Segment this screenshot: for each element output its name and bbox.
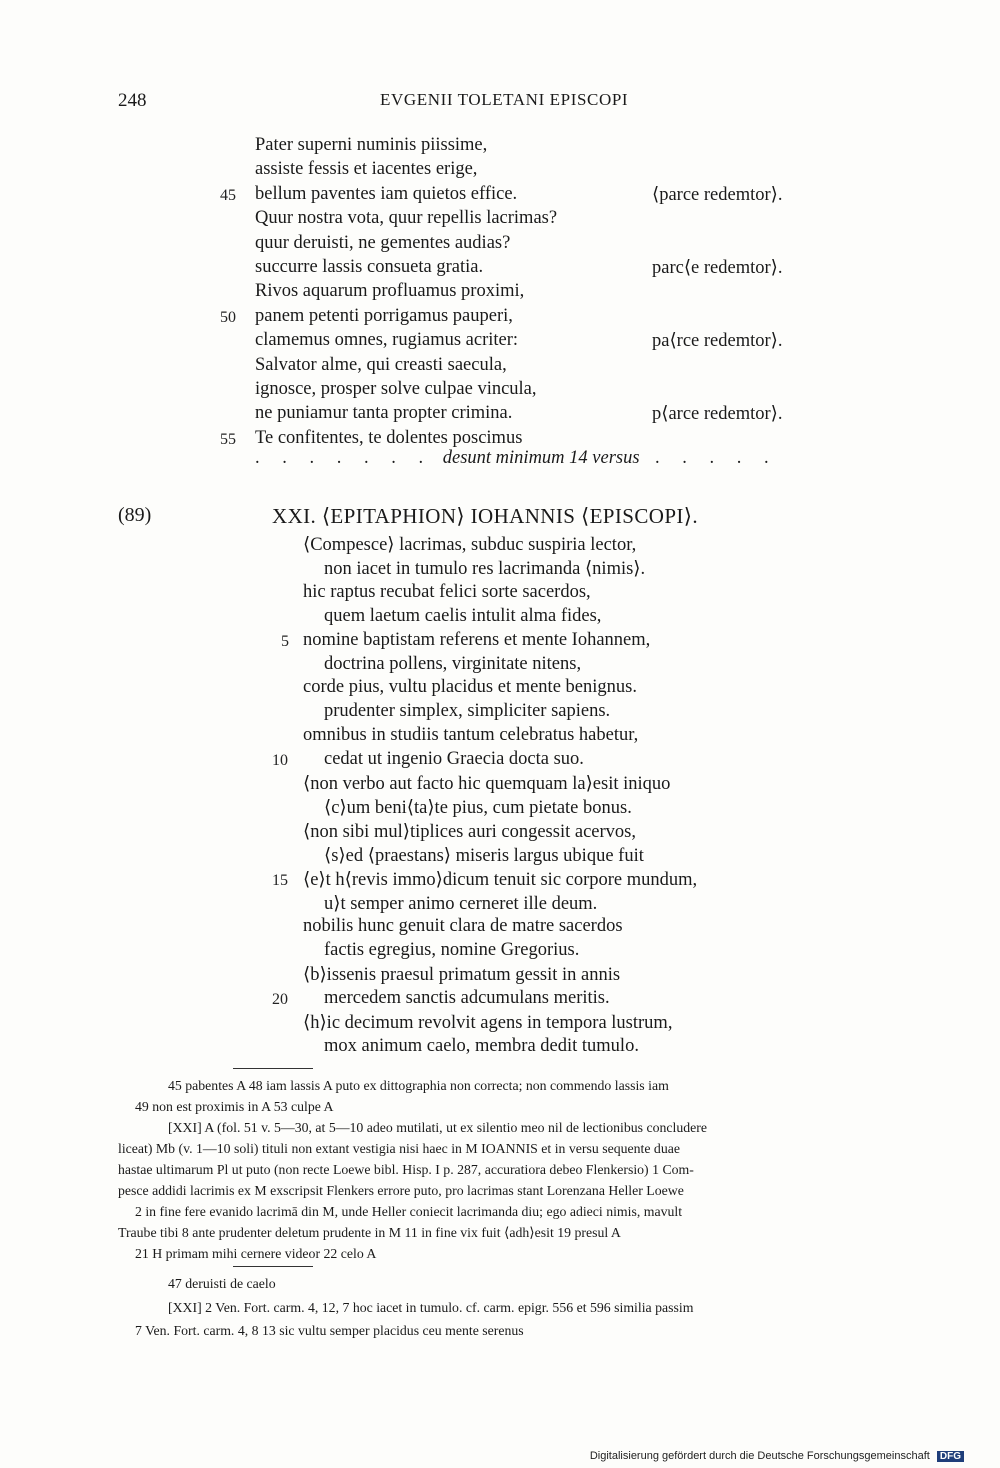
verse-line: mox animum caelo, membra dedit tumulo. [324, 1035, 639, 1056]
refrain: parc⟨e redemtor⟩. [652, 258, 783, 278]
verse-line: assiste fessis et iacentes erige, [255, 159, 478, 180]
refrain: pa⟨rce redemtor⟩. [652, 331, 783, 352]
apparatus-line: 2 in fine fere evanido lacrimā din M, unde Heller coniecit lacrimanda diu; ego adieci nimis, mavult [135, 1204, 683, 1219]
line-number: 55 [220, 430, 236, 448]
sources-rule [233, 1266, 313, 1267]
line-number: 5 [281, 632, 289, 650]
verse-line: doctrina pollens, virginitate nitens, [324, 653, 582, 674]
verse-line: non iacet in tumulo res lacrimanda ⟨nimis⟩. [324, 558, 646, 579]
verse-line: Pater superni numinis piissime, [255, 135, 488, 155]
verse-line: nobilis hunc genuit clara de matre sacerdos [303, 916, 623, 937]
credit-text: Digitalisierung gefördert durch die Deutsche Forschungsgemeinschaft [589, 1450, 930, 1462]
verse-line: Quur nostra vota, quur repellis lacrimas? [255, 208, 558, 229]
dfg-logo: DFG [937, 1451, 964, 1462]
apparatus-line: 49 non est proximis in A 53 culpe A [135, 1099, 334, 1114]
apparatus-line: [XXI] A (fol. 51 v. 5—30, at 5—10 adeo mutilati, ut ex silentio meo nil de lectionibus concludere [168, 1120, 707, 1135]
apparatus-rule [233, 1068, 313, 1069]
verse-line: panem petenti porrigamus pauperi, [255, 305, 513, 326]
verse-line: ⟨s⟩ed ⟨praestans⟩ miseris largus ubique fuit [324, 845, 644, 866]
verse-line: ⟨h⟩ic decimum revolvit agens in tempora lustrum, [303, 1013, 673, 1033]
line-number: 10 [272, 752, 288, 770]
lacuna-dots-right: . . . . . [655, 448, 778, 468]
lacuna-text: desunt minimum 14 versus [442, 448, 640, 468]
sources-line: [XXI] 2 Ven. Fort. carm. 4, 12, 7 hoc iacet in tumulo. cf. carm. epigr. 556 et 596 similia passim [168, 1300, 694, 1315]
line-number: 50 [220, 308, 236, 326]
verse-line: ⟨non verbo aut facto hic quemquam la⟩esit iniquo [303, 774, 671, 794]
refrain: ⟨parce redemtor⟩. [652, 184, 783, 205]
verse-line: cedat ut ingenio Graecia docta suo. [324, 749, 584, 770]
verse-line: hic raptus recubat felici sorte sacerdos, [303, 581, 591, 602]
section-number: (89) [118, 504, 152, 526]
verse-line: quur deruisti, ne gementes audias? [255, 232, 511, 253]
page-number: 248 [118, 90, 147, 111]
digitization-credit [590, 1450, 964, 1462]
sources-line: 7 Ven. Fort. carm. 4, 8 13 sic vultu semper placidus ceu mente serenus [135, 1323, 524, 1338]
verse-line: omnibus in studiis tantum celebratus habetur, [303, 725, 639, 746]
verse-line: Te confitentes, te dolentes poscimus [255, 427, 523, 448]
verse-line: mercedem sanctis adcumulans meritis. [324, 988, 610, 1009]
verse-line: u⟩t semper animo cerneret ille deum. [324, 893, 598, 914]
verse-line: ⟨b⟩issenis praesul primatum gessit in annis [303, 965, 621, 986]
verse-line: ⟨e⟩t h⟨revis immo⟩dicum tenuit sic corpore mundum, [303, 869, 698, 890]
verse-line: prudenter simplex, simpliciter sapiens. [324, 701, 611, 722]
verse-line: corde pius, vultu placidus et mente benignus. [303, 677, 637, 698]
verse-line: ne puniamur tanta propter crimina. [255, 403, 513, 424]
sources-line: 47 deruisti de caelo [168, 1276, 276, 1291]
verse-line: ignosce, prosper solve culpae vincula, [255, 379, 537, 399]
verse-line: factis egregius, nomine Gregorius. [324, 940, 580, 961]
lacuna-dots-left: . . . . . . . [255, 448, 433, 468]
verse-line: Salvator alme, qui creasti saecula, [255, 354, 507, 375]
apparatus-line: 45 pabentes A 48 iam lassis A puto ex dittographia non correcta; non commendo lassis iam [168, 1078, 669, 1093]
verse-line: clamemus omnes, rugiamus acriter: [255, 330, 519, 351]
apparatus-line: Traube tibi 8 ante prudenter deletum prudente in M 11 in fine vix fuit ⟨adh⟩esit 19 presul A [118, 1225, 621, 1240]
verse-line: nomine baptistam referens et mente Iohannem, [303, 629, 651, 650]
apparatus-line: pesce addidi lacrimis ex M exscripsit Flenkers errore puto, pro lacrimas stant Lorenzana Heller Loewe [118, 1183, 684, 1198]
line-number: 45 [220, 186, 236, 204]
line-number: 15 [272, 871, 288, 889]
apparatus-line: 21 H primam mihi cernere videor 22 celo A [135, 1246, 377, 1261]
verse-line: ⟨c⟩um beni⟨ta⟩te pius, cum pietate bonus. [324, 797, 632, 818]
verse-line: ⟨non sibi mul⟩tiplices auri congessit acervos, [303, 821, 636, 842]
line-number: 20 [272, 991, 288, 1009]
verse-line: succurre lassis consueta gratia. [255, 257, 484, 277]
section-title: XXI. ⟨EPITAPHION⟩ IOHANNIS ⟨EPISCOPI⟩. [272, 504, 699, 528]
verse-line: bellum paventes iam quietos effice. [255, 183, 518, 204]
verse-line: quem laetum caelis intulit alma fides, [324, 605, 602, 626]
running-title: EVGENII TOLETANI EPISCOPI [380, 90, 629, 109]
apparatus-line: liceat) Mb (v. 1—10 soli) tituli non extant vestigia nisi haec in M IOANNIS et in versu sequente duae [118, 1141, 680, 1156]
verse-line: Rivos aquarum profluamus proximi, [255, 281, 525, 302]
apparatus-line: hastae ultimarum Pl ut puto (non recte Loewe bibl. Hisp. I p. 287, accuratiora debeo Flenkersio) 1 Com- [118, 1162, 694, 1177]
refrain: p⟨arce redemtor⟩. [652, 404, 783, 425]
lacuna-line [255, 448, 640, 469]
verse-line: ⟨Compesce⟩ lacrimas, subduc suspiria lector, [303, 535, 637, 555]
